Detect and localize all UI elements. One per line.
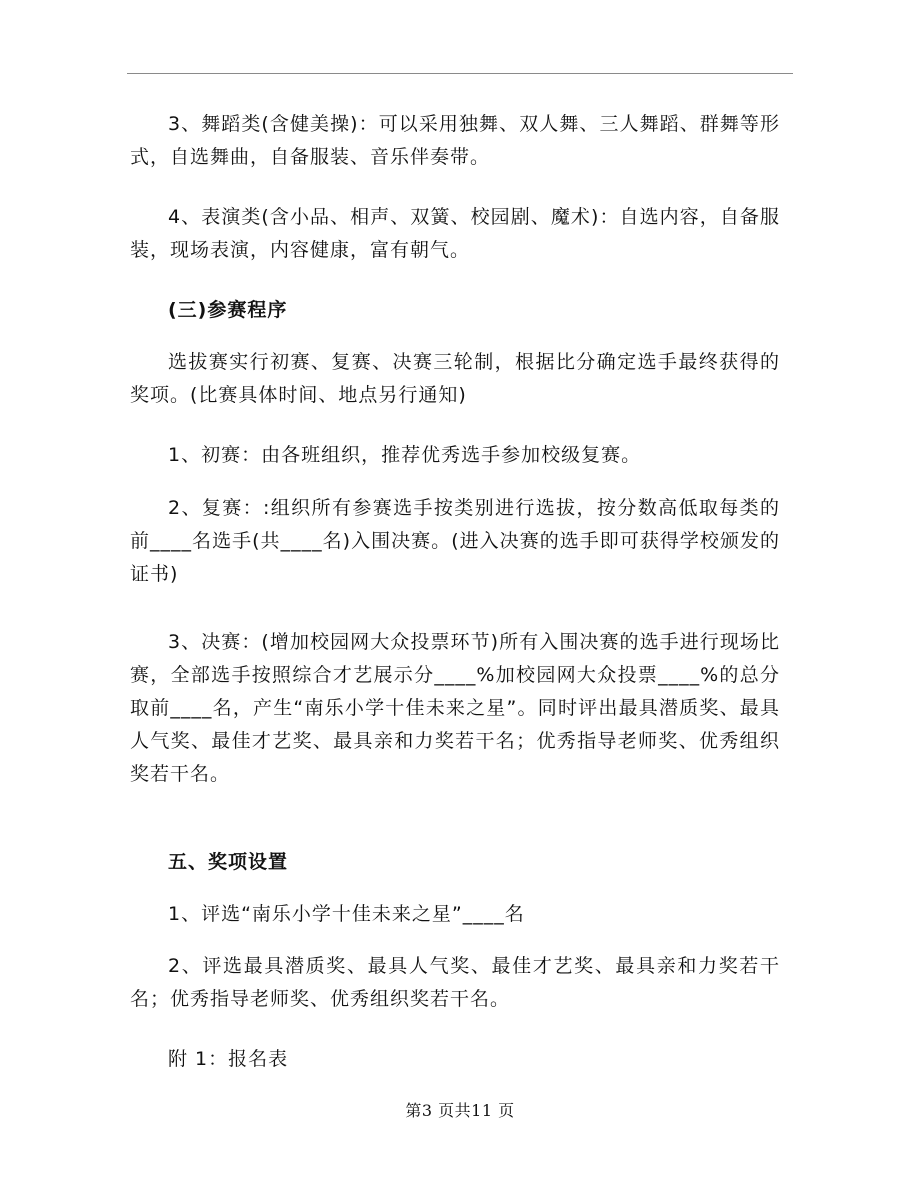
- paragraph-second-round: 2、复赛：:组织所有参赛选手按类别进行选拔，按分数高低取每类的前____名选手(共____名)入围决赛。(进入决赛的选手即可获得学校颁发的证书): [130, 497, 780, 585]
- paragraph-final-round: 3、决赛：(增加校园网大众投票环节)所有入围决赛的选手进行现场比赛，全部选手按照综合才艺展示分____%加校园网大众投票____%的总分取前____名，产生“南乐小学十佳未来之星”。同时评出最具潜质奖、最具人气奖、最佳才艺奖、最具亲和力奖若干名；优秀指导老师奖、优秀组织奖若干名。: [130, 631, 780, 785]
- page-number-footer: 第3 页共11 页: [405, 1101, 515, 1120]
- heading-award-settings: 五、奖项设置: [168, 851, 289, 873]
- heading-competition-procedure: (三)参赛程序: [168, 299, 288, 321]
- paragraph-preliminary-round: 1、初赛：由各班组织，推荐优秀选手参加校级复赛。: [168, 444, 642, 466]
- paragraph-three-rounds: 选拔赛实行初赛、复赛、决赛三轮制，根据比分确定选手最终获得的奖项。(比赛具体时间、地点另行通知): [130, 351, 780, 406]
- paragraph-performance-category: 4、表演类(含小品、相声、双簧、校园剧、魔术)：自选内容，自备服装，现场表演，内容健康，富有朝气。: [130, 206, 780, 261]
- paragraph-dance-category: 3、舞蹈类(含健美操)：可以采用独舞、双人舞、三人舞蹈、群舞等形式，自选舞曲，自备服装、音乐伴奏带。: [130, 113, 780, 168]
- paragraph-other-awards: 2、评选最具潜质奖、最具人气奖、最佳才艺奖、最具亲和力奖若干名；优秀指导老师奖、优秀组织奖若干名。: [130, 955, 780, 1010]
- header-rule: [127, 73, 793, 74]
- appendix-registration-form: 附 1：报名表: [168, 1048, 289, 1070]
- paragraph-top-ten-star: 1、评选“南乐小学十佳未来之星”____名: [168, 903, 525, 925]
